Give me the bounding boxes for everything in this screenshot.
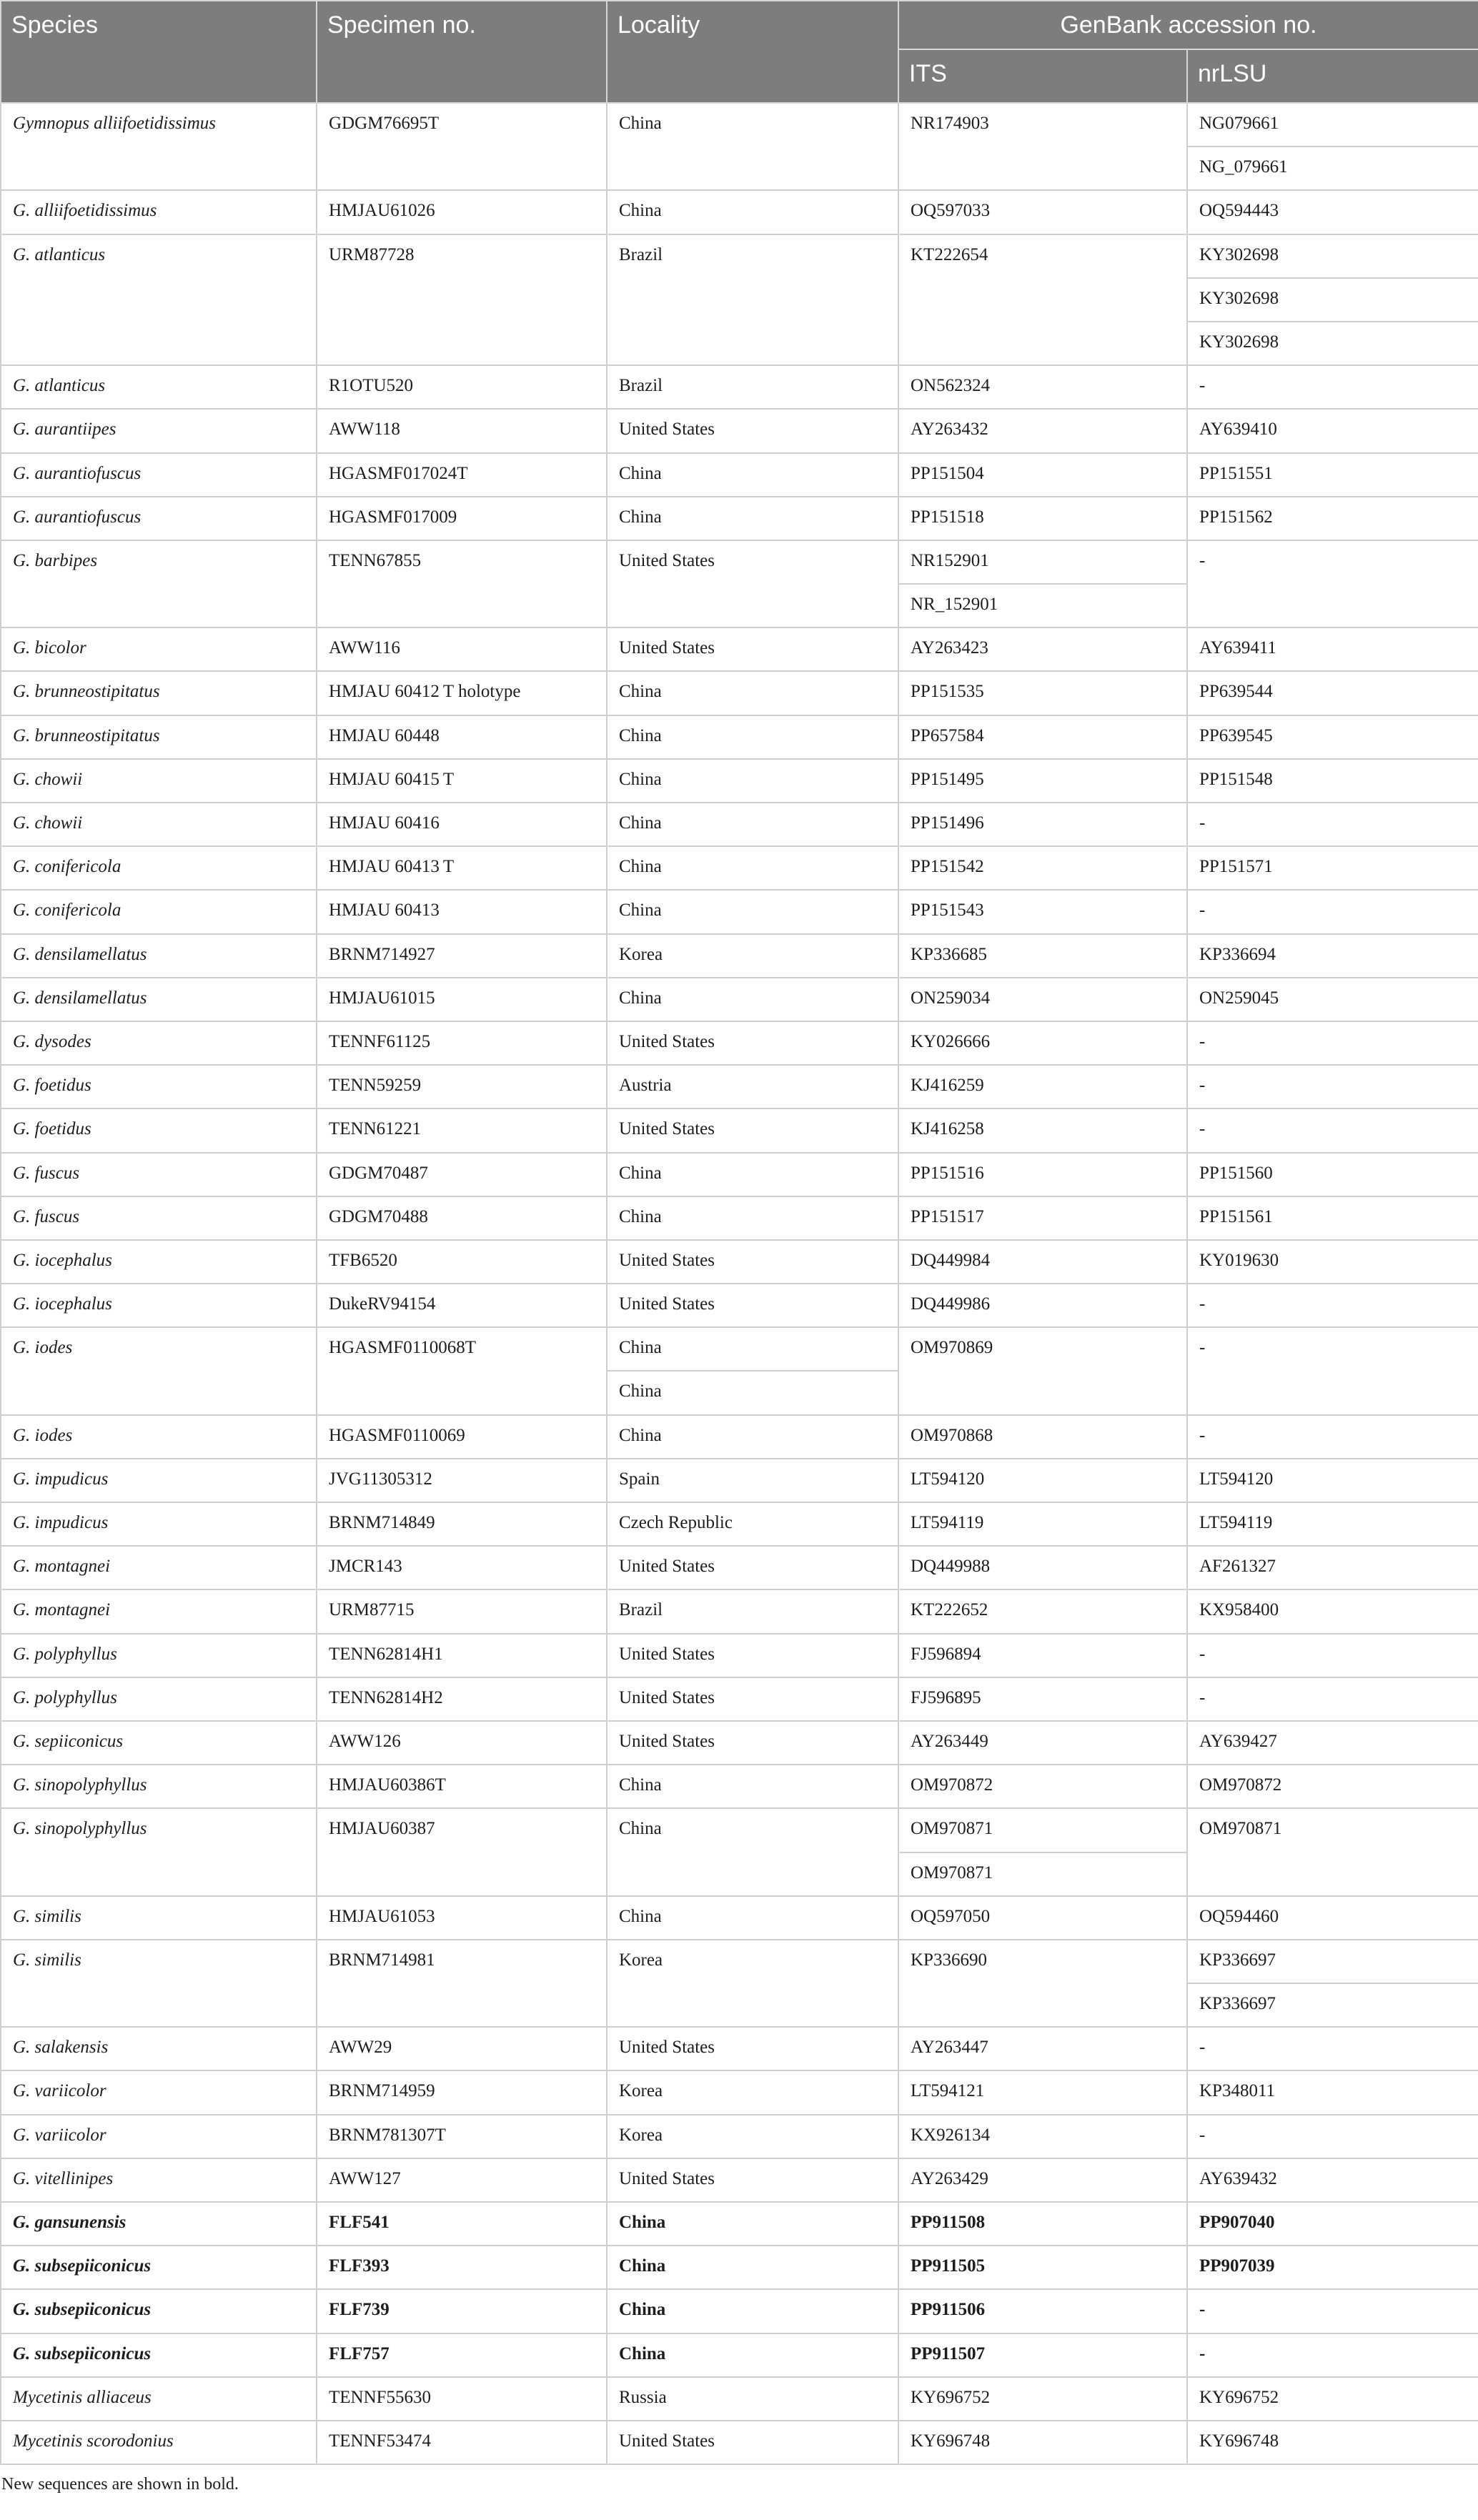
locality-cell: Korea: [607, 1940, 898, 2027]
table-row: [1, 2246, 1478, 2289]
table-row: [1, 1765, 1478, 1808]
specimen-cell: TENNF55630: [317, 2377, 607, 2421]
species-cell: Gymnopus alliifoetidissimus: [1, 103, 317, 190]
table-row: [1, 1327, 1478, 1371]
specimen-cell: FLF393: [317, 2246, 607, 2289]
specimen-cell: BRNM714981: [317, 1940, 607, 2027]
table-row: [1, 1589, 1478, 1633]
its-cell: AY263432: [898, 409, 1187, 452]
nrlsu-cell: -: [1187, 890, 1478, 933]
locality-cell: Korea: [607, 934, 898, 978]
nrlsu-cell: OM970871: [1187, 1808, 1478, 1895]
species-cell: G. densilamellatus: [1, 978, 317, 1021]
species-cell: G. iocephalus: [1, 1240, 317, 1284]
nrlsu-cell: AY639410: [1187, 409, 1478, 452]
locality-cell: United States: [607, 1108, 898, 1152]
table-row: [1, 365, 1478, 409]
specimen-cell: HGASMF0110068T: [317, 1327, 607, 1414]
its-cell: PP657584: [898, 715, 1187, 759]
its-cell: OM970871: [898, 1808, 1187, 1852]
specimen-cell: GDGM70488: [317, 1196, 607, 1240]
locality-cell: China: [607, 715, 898, 759]
table-row: [1, 1240, 1478, 1284]
nrlsu-cell: KP348011: [1187, 2070, 1478, 2114]
nrlsu-cell: AY639411: [1187, 627, 1478, 671]
species-cell: G. sinopolyphyllus: [1, 1765, 317, 1808]
specimen-cell: HMJAU61015: [317, 978, 607, 1021]
table-row: [1, 540, 1478, 584]
species-cell: G. polyphyllus: [1, 1677, 317, 1721]
its-cell: DQ449988: [898, 1546, 1187, 1589]
species-cell: G. fuscus: [1, 1196, 317, 1240]
table-row: [1, 103, 1478, 147]
specimen-cell: TENN61221: [317, 1108, 607, 1152]
species-cell: G. iodes: [1, 1327, 317, 1414]
locality-cell: United States: [607, 1240, 898, 1284]
specimen-cell: BRNM714927: [317, 934, 607, 978]
species-cell: G. montagnei: [1, 1546, 317, 1589]
specimen-cell: AWW116: [317, 627, 607, 671]
species-cell: G. brunneostipitatus: [1, 671, 317, 715]
locality-cell: Korea: [607, 2115, 898, 2158]
species-cell: G. brunneostipitatus: [1, 715, 317, 759]
its-cell: OM970868: [898, 1415, 1187, 1459]
nrlsu-cell: NG_079661: [1187, 147, 1478, 190]
specimen-cell: TFB6520: [317, 1240, 607, 1284]
its-cell: NR152901: [898, 540, 1187, 584]
table-row: [1, 2070, 1478, 2114]
its-cell: KP336690: [898, 1940, 1187, 2027]
species-cell: G. conifericola: [1, 846, 317, 890]
table-row: [1, 846, 1478, 890]
species-cell: G. variicolor: [1, 2115, 317, 2158]
table-row: [1, 1721, 1478, 1765]
nrlsu-cell: PP639545: [1187, 715, 1478, 759]
species-cell: G. subsepiiconicus: [1, 2333, 317, 2377]
locality-cell: China: [607, 2246, 898, 2289]
table-row: [1, 1196, 1478, 1240]
species-cell: G. sepiiconicus: [1, 1721, 317, 1765]
specimen-cell: TENN67855: [317, 540, 607, 627]
table-row: [1, 715, 1478, 759]
specimen-cell: HMJAU 60416: [317, 803, 607, 846]
nrlsu-cell: -: [1187, 1327, 1478, 1414]
locality-cell: China: [607, 1196, 898, 1240]
specimen-cell: AWW126: [317, 1721, 607, 1765]
its-cell: OM970872: [898, 1765, 1187, 1808]
specimen-cell: TENN62814H1: [317, 1634, 607, 1677]
locality-cell: China: [607, 1327, 898, 1371]
specimen-cell: HGASMF017009: [317, 497, 607, 540]
nrlsu-cell: PP151562: [1187, 497, 1478, 540]
specimen-cell: AWW118: [317, 409, 607, 452]
nrlsu-cell: KP336694: [1187, 934, 1478, 978]
locality-cell: China: [607, 2333, 898, 2377]
table-row: [1, 2202, 1478, 2246]
nrlsu-cell: -: [1187, 1108, 1478, 1152]
its-cell: AY263449: [898, 1721, 1187, 1765]
species-cell: G. subsepiiconicus: [1, 2289, 317, 2333]
nrlsu-cell: KY696748: [1187, 2421, 1478, 2464]
header-its: ITS: [898, 49, 1187, 103]
nrlsu-cell: -: [1187, 1634, 1478, 1677]
locality-cell: United States: [607, 627, 898, 671]
species-cell: G. montagnei: [1, 1589, 317, 1633]
its-cell: PP151495: [898, 759, 1187, 803]
its-cell: NR_152901: [898, 584, 1187, 627]
its-cell: AY263423: [898, 627, 1187, 671]
its-cell: PP151517: [898, 1196, 1187, 1240]
nrlsu-cell: PP151561: [1187, 1196, 1478, 1240]
nrlsu-cell: -: [1187, 803, 1478, 846]
nrlsu-cell: LT594120: [1187, 1459, 1478, 1502]
locality-cell: China: [607, 846, 898, 890]
locality-cell: China: [607, 1765, 898, 1808]
nrlsu-cell: PP151548: [1187, 759, 1478, 803]
its-cell: AY263447: [898, 2027, 1187, 2070]
specimen-cell: DukeRV94154: [317, 1284, 607, 1327]
nrlsu-cell: AF261327: [1187, 1546, 1478, 1589]
locality-cell: China: [607, 978, 898, 1021]
locality-cell: China: [607, 103, 898, 190]
its-cell: PP151516: [898, 1153, 1187, 1196]
its-cell: KX926134: [898, 2115, 1187, 2158]
nrlsu-cell: PP151560: [1187, 1153, 1478, 1196]
species-cell: Mycetinis scorodonius: [1, 2421, 317, 2464]
specimen-cell: HMJAU61026: [317, 190, 607, 234]
locality-cell: Korea: [607, 2070, 898, 2114]
its-cell: KT222654: [898, 234, 1187, 366]
table-row: [1, 2158, 1478, 2202]
its-cell: PP151542: [898, 846, 1187, 890]
specimen-cell: R1OTU520: [317, 365, 607, 409]
specimen-cell: HMJAU 60448: [317, 715, 607, 759]
locality-cell: China: [607, 759, 898, 803]
specimen-cell: HMJAU 60413: [317, 890, 607, 933]
locality-cell: China: [607, 1415, 898, 1459]
nrlsu-cell: LT594119: [1187, 1502, 1478, 1546]
header-specimen: Specimen no.: [317, 1, 607, 103]
nrlsu-cell: OQ594443: [1187, 190, 1478, 234]
table-row: [1, 890, 1478, 933]
its-cell: PP911506: [898, 2289, 1187, 2333]
its-cell: LT594120: [898, 1459, 1187, 1502]
its-cell: PP911505: [898, 2246, 1187, 2289]
locality-cell: United States: [607, 1546, 898, 1589]
table-row: [1, 1677, 1478, 1721]
table-row: [1, 1415, 1478, 1459]
species-cell: Mycetinis alliaceus: [1, 2377, 317, 2421]
species-cell: G. fuscus: [1, 1153, 317, 1196]
locality-cell: Austria: [607, 1065, 898, 1108]
table-row: [1, 409, 1478, 452]
table-row: [1, 627, 1478, 671]
locality-cell: China: [607, 1371, 898, 1414]
specimen-cell: TENN62814H2: [317, 1677, 607, 1721]
species-cell: G. impudicus: [1, 1502, 317, 1546]
nrlsu-cell: KP336697: [1187, 1940, 1478, 1983]
its-cell: LT594119: [898, 1502, 1187, 1546]
table-row: [1, 1634, 1478, 1677]
its-cell: PP151543: [898, 890, 1187, 933]
nrlsu-cell: PP907040: [1187, 2202, 1478, 2246]
specimen-cell: JVG11305312: [317, 1459, 607, 1502]
locality-cell: China: [607, 2202, 898, 2246]
table-row: [1, 1284, 1478, 1327]
locality-cell: United States: [607, 2027, 898, 2070]
its-cell: PP151518: [898, 497, 1187, 540]
table-row: [1, 803, 1478, 846]
table-row: [1, 1940, 1478, 1983]
its-cell: OQ597050: [898, 1896, 1187, 1940]
species-cell: G. similis: [1, 1896, 317, 1940]
specimen-cell: URM87715: [317, 1589, 607, 1633]
its-cell: PP151496: [898, 803, 1187, 846]
table-row: [1, 1502, 1478, 1546]
specimen-cell: HMJAU 60415 T: [317, 759, 607, 803]
table-row: [1, 2377, 1478, 2421]
nrlsu-cell: -: [1187, 1065, 1478, 1108]
table-row: [1, 1153, 1478, 1196]
species-cell: G. subsepiiconicus: [1, 2246, 317, 2289]
nrlsu-cell: -: [1187, 2115, 1478, 2158]
table-footnote: New sequences are shown in bold.: [1, 2475, 239, 2494]
species-cell: G. aurantiofuscus: [1, 453, 317, 497]
species-cell: G. vitellinipes: [1, 2158, 317, 2202]
locality-cell: China: [607, 190, 898, 234]
locality-cell: Russia: [607, 2377, 898, 2421]
its-cell: KJ416258: [898, 1108, 1187, 1152]
table-row: [1, 1546, 1478, 1589]
locality-cell: United States: [607, 540, 898, 627]
species-cell: G. similis: [1, 1940, 317, 2027]
locality-cell: United States: [607, 1677, 898, 1721]
nrlsu-cell: NG079661: [1187, 103, 1478, 147]
nrlsu-cell: PP151571: [1187, 846, 1478, 890]
table-row: [1, 1896, 1478, 1940]
specimen-cell: TENNF61125: [317, 1021, 607, 1065]
its-cell: FJ596895: [898, 1677, 1187, 1721]
nrlsu-cell: -: [1187, 365, 1478, 409]
locality-cell: China: [607, 890, 898, 933]
its-cell: OM970869: [898, 1327, 1187, 1414]
locality-cell: United States: [607, 409, 898, 452]
species-cell: G. dysodes: [1, 1021, 317, 1065]
its-cell: KY026666: [898, 1021, 1187, 1065]
specimen-cell: HGASMF017024T: [317, 453, 607, 497]
locality-cell: United States: [607, 1721, 898, 1765]
specimen-cell: BRNM714959: [317, 2070, 607, 2114]
nrlsu-cell: -: [1187, 1677, 1478, 1721]
nrlsu-cell: OM970872: [1187, 1765, 1478, 1808]
table-row: [1, 1021, 1478, 1065]
locality-cell: United States: [607, 1021, 898, 1065]
its-cell: ON562324: [898, 365, 1187, 409]
table-row: [1, 978, 1478, 1021]
locality-cell: China: [607, 2289, 898, 2333]
table-row: [1, 1459, 1478, 1502]
its-cell: PP151504: [898, 453, 1187, 497]
its-cell: PP911508: [898, 2202, 1187, 2246]
locality-cell: United States: [607, 1284, 898, 1327]
its-cell: DQ449986: [898, 1284, 1187, 1327]
locality-cell: China: [607, 453, 898, 497]
species-cell: G. iodes: [1, 1415, 317, 1459]
specimen-cell: HMJAU60386T: [317, 1765, 607, 1808]
nrlsu-cell: KY302698: [1187, 234, 1478, 278]
its-cell: PP151535: [898, 671, 1187, 715]
nrlsu-cell: KX958400: [1187, 1589, 1478, 1633]
specimen-cell: BRNM714849: [317, 1502, 607, 1546]
nrlsu-cell: KY696752: [1187, 2377, 1478, 2421]
table-row: [1, 759, 1478, 803]
its-cell: DQ449984: [898, 1240, 1187, 1284]
nrlsu-cell: KY302698: [1187, 322, 1478, 365]
species-cell: G. alliifoetidissimus: [1, 190, 317, 234]
species-cell: G. bicolor: [1, 627, 317, 671]
its-cell: KY696748: [898, 2421, 1187, 2464]
species-cell: G. chowii: [1, 803, 317, 846]
table-row: [1, 2289, 1478, 2333]
its-cell: KT222652: [898, 1589, 1187, 1633]
locality-cell: Spain: [607, 1459, 898, 1502]
its-cell: OM970871: [898, 1852, 1187, 1896]
table-row: [1, 453, 1478, 497]
specimen-cell: AWW127: [317, 2158, 607, 2202]
specimen-cell: HMJAU 60413 T: [317, 846, 607, 890]
locality-cell: United States: [607, 2421, 898, 2464]
header-species: Species: [1, 1, 317, 103]
nrlsu-cell: -: [1187, 1021, 1478, 1065]
species-cell: G. salakensis: [1, 2027, 317, 2070]
its-cell: AY263429: [898, 2158, 1187, 2202]
locality-cell: China: [607, 497, 898, 540]
species-cell: G. foetidus: [1, 1065, 317, 1108]
locality-cell: Brazil: [607, 365, 898, 409]
table-row: [1, 2421, 1478, 2464]
nrlsu-cell: AY639427: [1187, 1721, 1478, 1765]
table-row: [1, 497, 1478, 540]
specimen-cell: GDGM76695T: [317, 103, 607, 190]
species-cell: G. atlanticus: [1, 365, 317, 409]
its-cell: PP911507: [898, 2333, 1187, 2377]
nrlsu-cell: KY302698: [1187, 278, 1478, 322]
its-cell: KY696752: [898, 2377, 1187, 2421]
species-cell: G. barbipes: [1, 540, 317, 627]
specimen-cell: FLF757: [317, 2333, 607, 2377]
species-cell: G. polyphyllus: [1, 1634, 317, 1677]
specimen-cell: TENN59259: [317, 1065, 607, 1108]
its-cell: ON259034: [898, 978, 1187, 1021]
species-cell: G. impudicus: [1, 1459, 317, 1502]
nrlsu-cell: OQ594460: [1187, 1896, 1478, 1940]
species-cell: G. iocephalus: [1, 1284, 317, 1327]
table-row: [1, 2115, 1478, 2158]
species-cell: G. aurantiofuscus: [1, 497, 317, 540]
nrlsu-cell: -: [1187, 2289, 1478, 2333]
table-row: [1, 190, 1478, 234]
nrlsu-cell: KY019630: [1187, 1240, 1478, 1284]
locality-cell: Brazil: [607, 234, 898, 366]
table-row: [1, 1108, 1478, 1152]
species-cell: G. conifericola: [1, 890, 317, 933]
table-row: [1, 1065, 1478, 1108]
table-row: [1, 2333, 1478, 2377]
locality-cell: China: [607, 803, 898, 846]
species-cell: G. sinopolyphyllus: [1, 1808, 317, 1895]
its-cell: NR174903: [898, 103, 1187, 190]
nrlsu-cell: PP151551: [1187, 453, 1478, 497]
locality-cell: China: [607, 1896, 898, 1940]
species-cell: G. densilamellatus: [1, 934, 317, 978]
specimen-cell: HGASMF0110069: [317, 1415, 607, 1459]
nrlsu-cell: -: [1187, 1284, 1478, 1327]
specimen-cell: AWW29: [317, 2027, 607, 2070]
specimen-cell: GDGM70487: [317, 1153, 607, 1196]
specimen-cell: TENNF53474: [317, 2421, 607, 2464]
specimen-cell: URM87728: [317, 234, 607, 366]
locality-cell: Czech Republic: [607, 1502, 898, 1546]
species-cell: G. foetidus: [1, 1108, 317, 1152]
specimen-cell: FLF739: [317, 2289, 607, 2333]
species-cell: G. chowii: [1, 759, 317, 803]
nrlsu-cell: -: [1187, 2027, 1478, 2070]
its-cell: KP336685: [898, 934, 1187, 978]
its-cell: FJ596894: [898, 1634, 1187, 1677]
locality-cell: United States: [607, 1634, 898, 1677]
header-nrlsu: nrLSU: [1187, 49, 1478, 103]
nrlsu-cell: AY639432: [1187, 2158, 1478, 2202]
specimen-cell: HMJAU61053: [317, 1896, 607, 1940]
its-cell: KJ416259: [898, 1065, 1187, 1108]
species-cell: G. aurantiipes: [1, 409, 317, 452]
header-locality: Locality: [607, 1, 898, 103]
nrlsu-cell: -: [1187, 2333, 1478, 2377]
table-row: [1, 934, 1478, 978]
locality-cell: China: [607, 671, 898, 715]
nrlsu-cell: -: [1187, 1415, 1478, 1459]
specimen-cell: HMJAU60387: [317, 1808, 607, 1895]
specimen-cell: FLF541: [317, 2202, 607, 2246]
species-cell: G. gansunensis: [1, 2202, 317, 2246]
nrlsu-cell: PP639544: [1187, 671, 1478, 715]
species-cell: G. atlanticus: [1, 234, 317, 366]
table-row: [1, 1808, 1478, 1852]
specimen-cell: JMCR143: [317, 1546, 607, 1589]
specimen-cell: HMJAU 60412 T holotype: [317, 671, 607, 715]
nrlsu-cell: -: [1187, 540, 1478, 627]
table-header: [1, 1, 1478, 103]
its-cell: LT594121: [898, 2070, 1187, 2114]
locality-cell: China: [607, 1153, 898, 1196]
table-body: [1, 103, 1478, 2464]
nrlsu-cell: ON259045: [1187, 978, 1478, 1021]
locality-cell: Brazil: [607, 1589, 898, 1633]
table-row: [1, 671, 1478, 715]
nrlsu-cell: PP907039: [1187, 2246, 1478, 2289]
table-row: [1, 2027, 1478, 2070]
nrlsu-cell: KP336697: [1187, 1983, 1478, 2027]
species-cell: G. variicolor: [1, 2070, 317, 2114]
its-cell: OQ597033: [898, 190, 1187, 234]
locality-cell: China: [607, 1808, 898, 1895]
specimen-cell: BRNM781307T: [317, 2115, 607, 2158]
header-genbank: GenBank accession no.: [898, 1, 1478, 49]
table-row: [1, 234, 1478, 278]
locality-cell: United States: [607, 2158, 898, 2202]
